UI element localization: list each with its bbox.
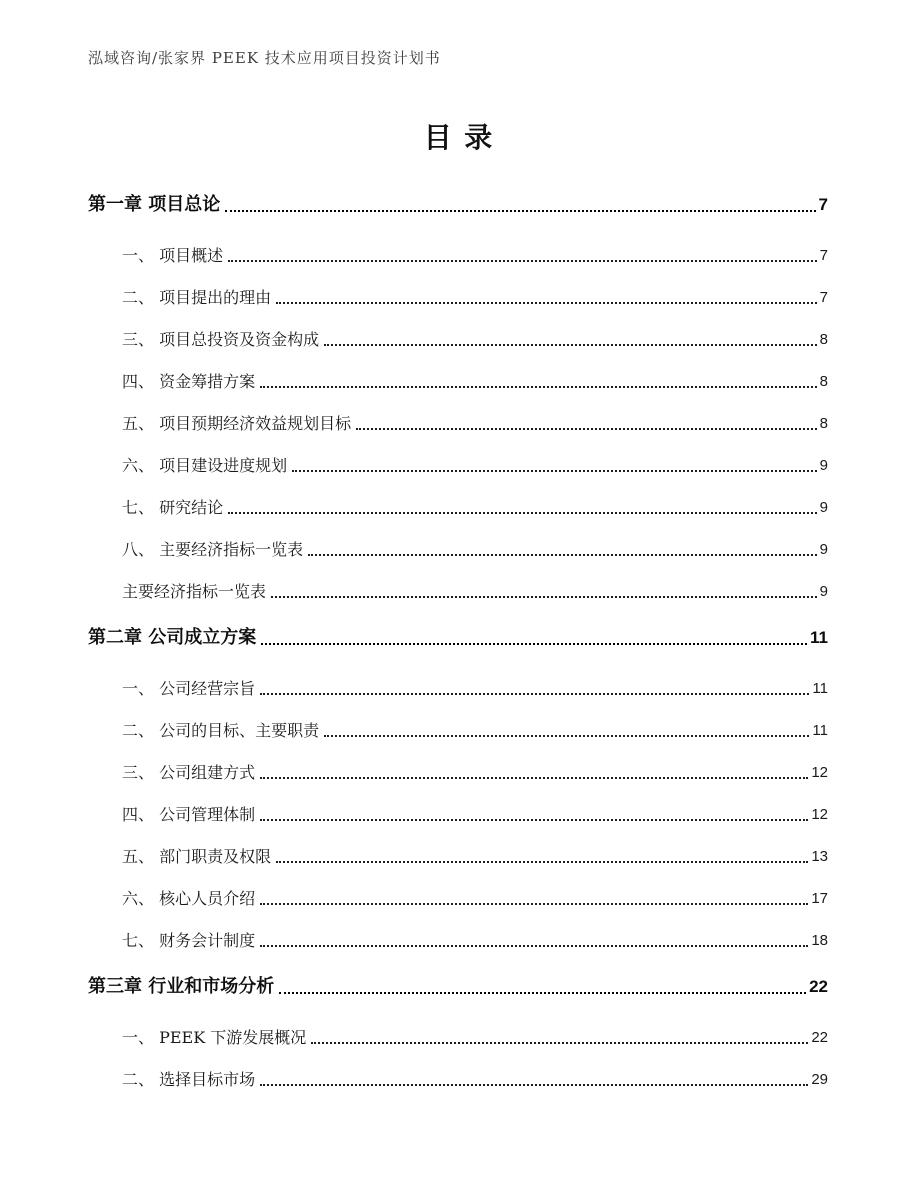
toc-chapter-row[interactable] [88,975,828,999]
dot-leader [260,693,809,695]
toc-item-row[interactable] [88,413,828,434]
toc-item-label: 二、 选择目标市场 [122,1070,256,1089]
toc-item-label: 四、 资金筹措方案 [122,372,256,391]
toc-item-row[interactable] [88,539,828,560]
toc-item-row[interactable] [88,1027,828,1048]
toc-chapter-row[interactable] [88,193,828,217]
page-number: 22 [811,1029,828,1046]
page-number: 7 [818,195,828,214]
dot-leader [356,428,817,430]
page-number: 11 [812,722,828,739]
toc-item-label: 五、 项目预期经济效益规划目标 [122,414,352,433]
dot-leader [228,260,817,262]
document-header-text: 泓域咨询/张家界 PEEK 技术应用项目投资计划书 [88,49,441,67]
toc-item-label: 一、 公司经营宗旨 [122,679,256,698]
page-number: 9 [819,541,828,558]
page-number: 9 [819,457,828,474]
toc-item-row[interactable] [88,804,828,825]
toc-item-label: 七、 研究结论 [122,498,224,517]
toc-item-row[interactable] [88,720,828,741]
dot-leader [271,596,817,598]
dot-leader [260,777,808,779]
page-number: 7 [819,289,828,306]
dot-leader [292,470,817,472]
page-number: 8 [819,373,828,390]
toc-item-label: 一、 PEEK 下游发展概况 [122,1028,307,1047]
page-number: 12 [811,764,828,781]
toc-item-label: 八、 主要经济指标一览表 [122,540,304,559]
page-number: 11 [810,628,828,647]
dot-leader [225,210,815,212]
page-number: 8 [819,415,828,432]
dot-leader [228,512,817,514]
page-number: 9 [819,499,828,516]
page-number: 18 [811,932,828,949]
toc-chapter-label: 第一章 项目总论 [88,194,221,215]
dot-leader [260,903,808,905]
toc-chapter-row[interactable] [88,626,828,650]
toc-item-row[interactable] [88,455,828,476]
toc-chapter-label: 第二章 公司成立方案 [88,627,257,648]
dot-leader [260,819,808,821]
page-number: 9 [819,583,828,600]
page-number: 7 [819,247,828,264]
toc-item-label: 二、 项目提出的理由 [122,288,272,307]
toc-chapter-label: 第三章 行业和市场分析 [88,976,275,997]
toc-title: 目录 [423,121,505,154]
page-number: 11 [812,680,828,697]
toc-item-label: 三、 公司组建方式 [122,763,256,782]
toc-item-label: 四、 公司管理体制 [122,805,256,824]
dot-leader [260,386,817,388]
toc-item-row[interactable] [88,846,828,867]
page-number: 8 [819,331,828,348]
toc-item-row[interactable] [88,245,828,266]
toc-item-row[interactable] [88,762,828,783]
page-number: 22 [809,977,828,996]
toc-item-row[interactable] [88,930,828,951]
page-number: 29 [811,1071,828,1088]
toc-item-row[interactable] [88,497,828,518]
dot-leader [276,302,817,304]
dot-leader [260,945,808,947]
toc-item-label: 一、 项目概述 [122,246,224,265]
page-number: 12 [811,806,828,823]
toc-item-row[interactable] [88,678,828,699]
dot-leader [308,554,817,556]
toc-item-row[interactable] [88,888,828,909]
dot-leader [324,735,809,737]
toc-item-row[interactable] [88,329,828,350]
dot-leader [260,1084,808,1086]
toc-item-label: 六、 项目建设进度规划 [122,456,288,475]
toc-item-label: 五、 部门职责及权限 [122,847,272,866]
dot-leader [279,992,806,994]
dot-leader [311,1042,808,1044]
toc-item-row[interactable] [88,1069,828,1090]
toc-item-label: 三、 项目总投资及资金构成 [122,330,320,349]
page-number: 13 [811,848,828,865]
toc-item-label: 六、 核心人员介绍 [122,889,256,908]
toc-item-row[interactable] [88,287,828,308]
dot-leader [276,861,808,863]
toc-item-row[interactable] [88,371,828,392]
toc-item-row[interactable] [88,581,828,602]
dot-leader [324,344,817,346]
toc-item-label: 主要经济指标一览表 [122,582,267,601]
dot-leader [261,643,807,645]
toc-item-label: 七、 财务会计制度 [122,931,256,950]
page-number: 17 [811,890,828,907]
toc-item-label: 二、 公司的目标、主要职责 [122,721,320,740]
